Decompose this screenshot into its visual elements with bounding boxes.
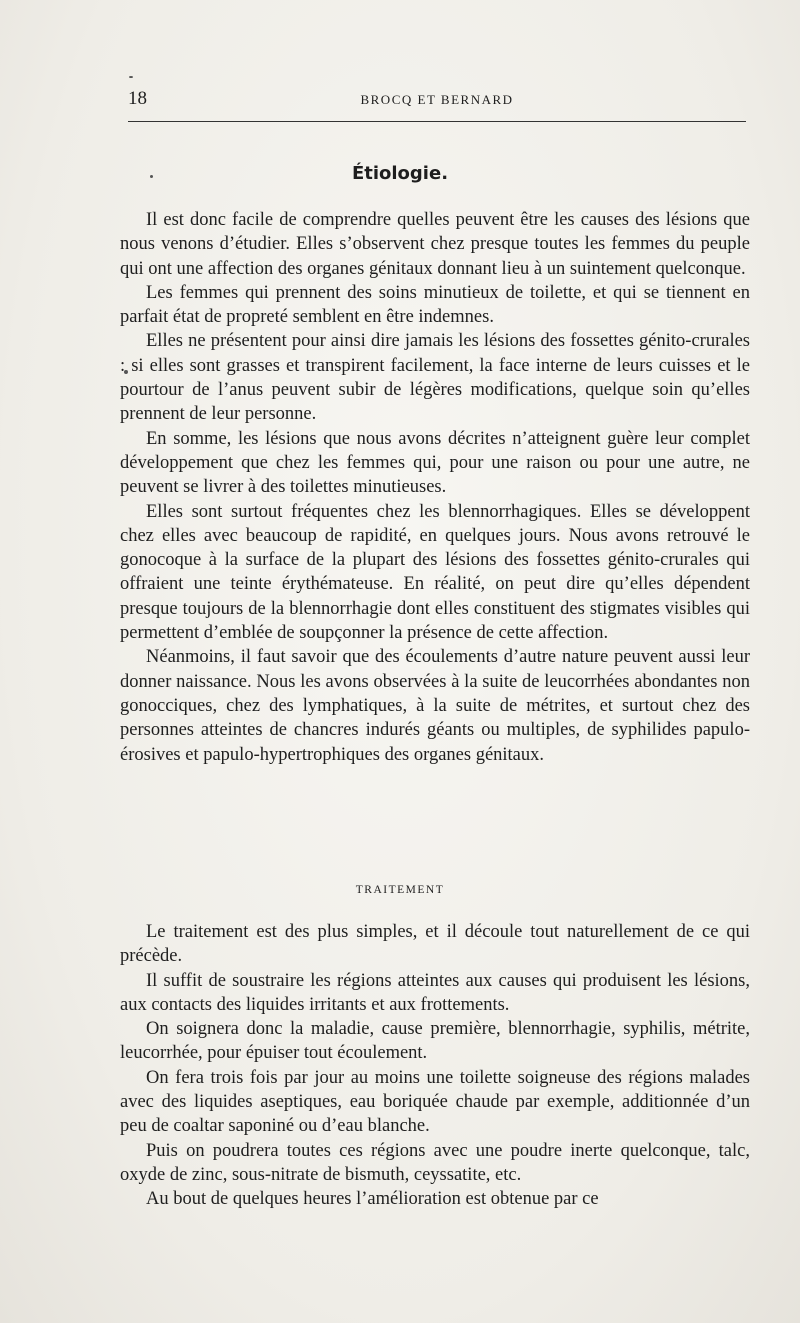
paragraph: Au bout de quelques heures l’amélioration est obtenue par ce	[146, 1189, 599, 1210]
header-rule	[128, 121, 746, 122]
paragraph: Il est donc facile de comprendre quelles peuvent être les causes des lésions que nous venons d’étudier. Elles s’observent chez presque toutes les femmes du peuple qui ont une affection des organes génitaux donnant lieu à un suintement quelconque.	[120, 210, 750, 279]
paragraph: Néanmoins, il faut savoir que des écoulements d’autre nature peuvent aussi leur donner naissance. Nous les avons observées à la suite de leucorrhées abondantes non gonocciques, chez des lymphatiques, à la suite de métrites, et surtout chez des personnes atteintes de chancres indurés géants ou multiples, de syphilides papulo-érosives et papulo-hypertrophiques des organes génitaux.	[120, 647, 750, 765]
paragraph: Elles sont surtout fréquentes chez les blennorrhagiques. Elles se développent chez elles avec beaucoup de rapidité, en quelques jours. Nous avons retrouvé le gonocoque à la surface de la plupart des lésions des fossettes génito-crurales qui offraient une teinte érythémateuse. En réalité, on peut dire qu’elles dépendent presque toujours de la blennorrhagie dont elles constituent des stigmates visibles qui permettent d’emblée de soupçonner la présence de cette affection.	[120, 501, 750, 644]
paragraph: Il suffit de soustraire les régions atteintes aux causes qui produisent les lésions, aux contacts des liquides irritants et aux frottements.	[120, 970, 750, 1015]
etiologie-text	[120, 208, 750, 767]
scan-speck	[129, 76, 133, 78]
traitement-text	[120, 920, 750, 1212]
subheading-traitement: TRAITEMENT	[355, 884, 445, 896]
page-header	[128, 88, 746, 112]
paragraph: Elles ne présentent pour ainsi dire jamais les lésions des fossettes génito-crurales : si elles sont grasses et transpirent facilement, la face interne de leurs cuisses et le pourtour de l’anus peuvent subir de légères modifications, quelque soin qu’elles prennent de leur personne.	[120, 331, 750, 425]
paragraph: En somme, les lésions que nous avons décrites n’atteignent guère leur complet développement que chez les femmes qui, pour une raison ou pour une autre, ne peuvent se livrer à des toilettes minutieuses.	[120, 428, 750, 498]
running-title: BROCQ ET BERNARD	[360, 92, 514, 107]
paragraph: On fera trois fois par jour au moins une toilette soigneuse des régions malades avec des liquides aseptiques, eau boriquée chaude par exemple, additionnée d’un peu de coaltar saponiné ou d’eau blanche.	[120, 1067, 750, 1137]
paragraph: Les femmes qui prennent des soins minutieux de toilette, et qui se tiennent en parfait état de propreté semblent en être indemnes.	[120, 282, 750, 328]
page-number: 18	[128, 88, 147, 109]
section-title-etiologie: Étiologie.	[351, 163, 449, 184]
paragraph: Le traitement est des plus simples, et il découle tout naturellement de ce qui précède.	[120, 922, 750, 967]
paragraph: On soignera donc la maladie, cause première, blennorrhagie, syphilis, métrite, leucorrhée, pour épuiser tout écoulement.	[120, 1019, 750, 1064]
paragraph: Puis on poudrera toutes ces régions avec une poudre inerte quelconque, talc, oxyde de zinc, sous-nitrate de bismuth, ceyssatite, etc.	[120, 1140, 750, 1185]
